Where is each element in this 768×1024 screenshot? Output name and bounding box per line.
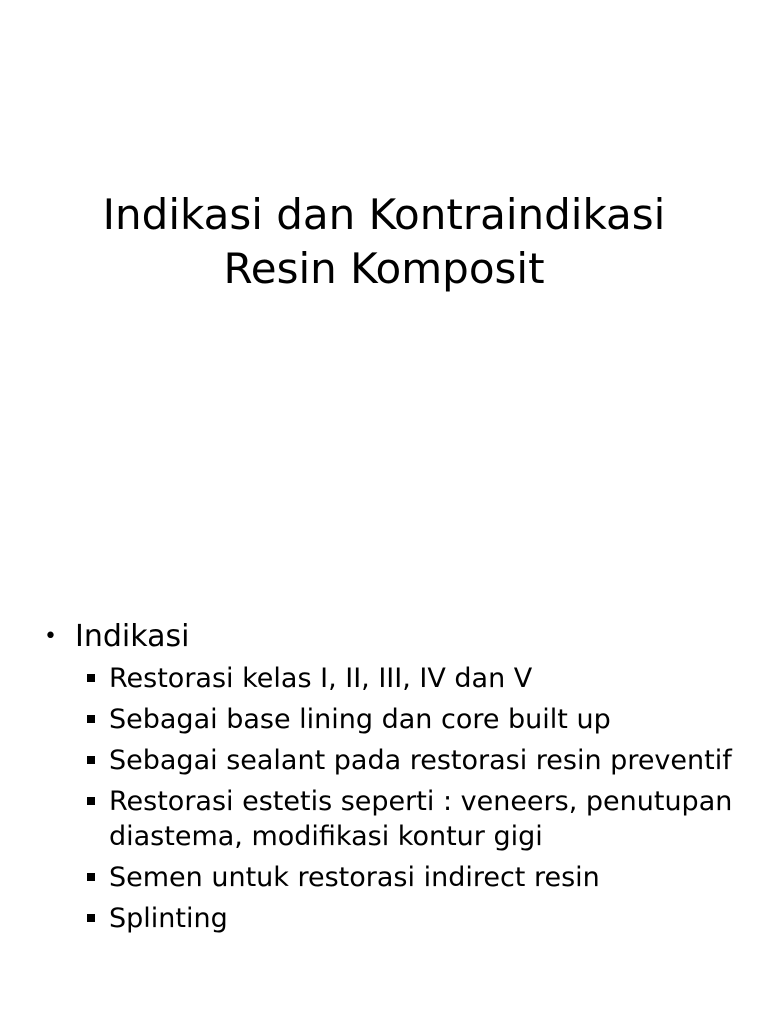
slide-title [0, 188, 768, 296]
list-item-text: Semen untuk restorasi indirect resin [109, 862, 600, 893]
list-item [40, 784, 740, 854]
list-item [40, 702, 740, 737]
list-item [40, 901, 740, 936]
list-item-text: Sebagai base lining dan core built up [109, 704, 611, 735]
list-item-text: Splinting [109, 903, 228, 934]
bullet-indikasi [40, 617, 740, 657]
square-bullet-icon [87, 873, 95, 881]
square-bullet-icon [87, 756, 95, 764]
title-line-1: Indikasi dan Kontraindikasi [102, 190, 666, 239]
title-line-2: Resin Komposit [223, 244, 545, 293]
list-item [40, 860, 740, 895]
list-item-text: Restorasi estetis seperti : veneers, penutupan diastema, modifikasi kontur gigi [109, 786, 733, 852]
slide-content [40, 617, 740, 942]
section-heading: Indikasi [75, 619, 190, 654]
list-item [40, 743, 740, 778]
indikasi-list [40, 661, 740, 936]
square-bullet-icon [87, 674, 95, 682]
list-item-text: Sebagai sealant pada restorasi resin preventif [109, 745, 732, 776]
list-item [40, 661, 740, 696]
square-bullet-icon [87, 914, 95, 922]
square-bullet-icon [87, 797, 95, 805]
list-item-text: Restorasi kelas I, II, III, IV dan V [109, 663, 533, 694]
round-bullet-icon: • [44, 624, 57, 649]
square-bullet-icon [87, 715, 95, 723]
